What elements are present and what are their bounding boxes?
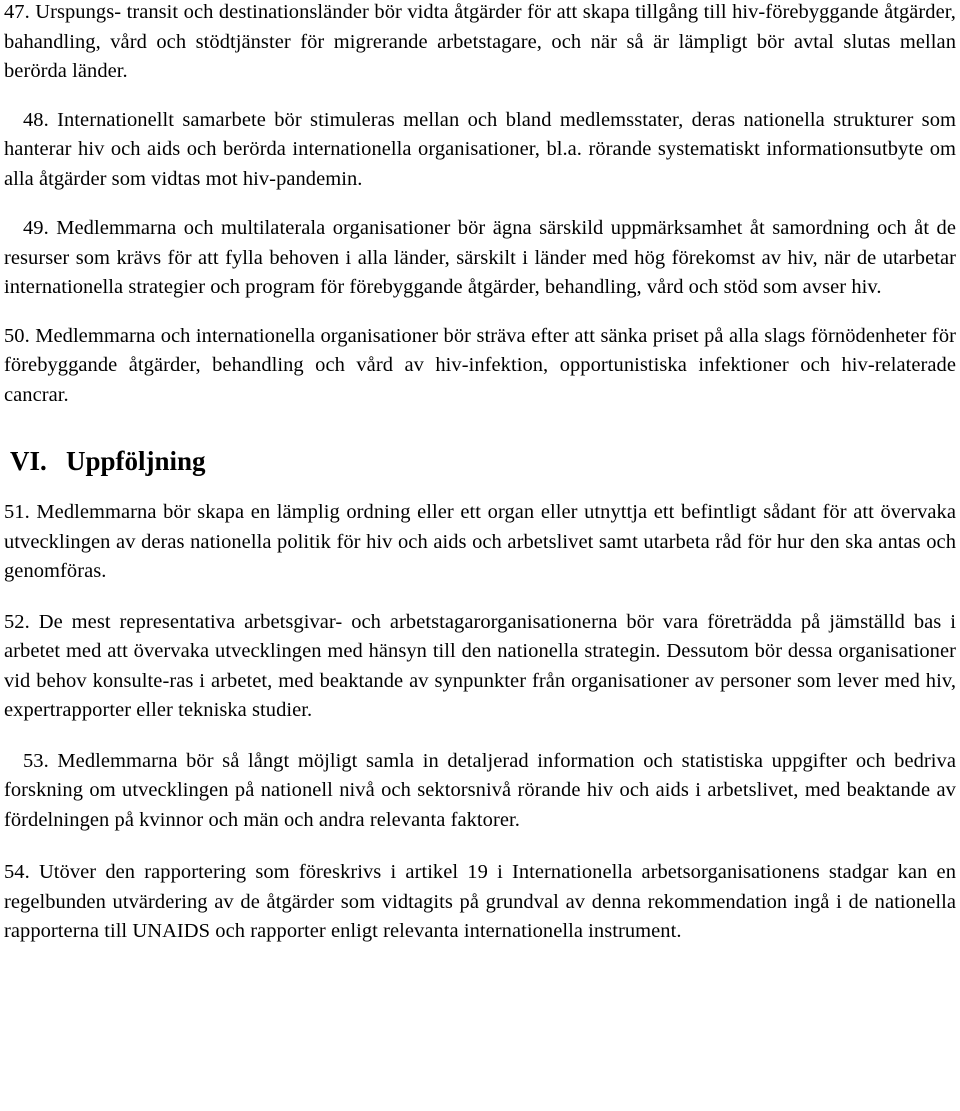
- paragraph-52: 52. De mest representativa arbetsgivar- och arbetstagarorganisationerna bör vara företrädda på jämställd bas i arbetet med att övervaka utvecklingen med hänsyn till den nationella strategin. Dessutom bör dessa organisationer vid behov konsulte-ras i arbetet, med beaktande av synpunkter från organisationer av personer som lever med hiv, expertrapporter eller tekniska studier.: [4, 610, 956, 721]
- section-number: VI.: [10, 446, 47, 476]
- paragraph-53: 53. Medlemmarna bör så långt möjligt samla in detaljerad information och statistiska uppgifter och bedriva forskning om utvecklingen på nationell nivå och sektorsnivå rörande hiv och aids i arbetslivet, med beaktande av fördelningen på kvinnor och män och andra relevanta faktorer.: [4, 749, 956, 831]
- document-page: [4, 0, 956, 947]
- paragraph-54: 54. Utöver den rapportering som föreskrivs i artikel 19 i Internationella arbetsorganisationens stadgar kan en regelbunden utvärdering av de åtgärder som vidtagits på grundval av denna rekommendation ingå i de nationella rapporterna till UNAIDS och rapporter enligt relevanta internationella instrument.: [4, 861, 956, 942]
- paragraph-47: 47. Urspungs- transit och destinationsländer bör vidta åtgärder för att skapa tillgång till hiv-förebyggande åtgärder, bahandling, vård och stödtjänster för migrerande arbetstagare, och när så är lämpligt bör avtal slutas mellan berörda länder.: [4, 1, 956, 82]
- section-heading: [4, 444, 956, 478]
- paragraph-50: 50. Medlemmarna och internationella organisationer bör sträva efter att sänka priset på alla slags förnödenheter för förebyggande åtgärder, behandling och vård av hiv-infektion, opportunistiska infektioner och hiv-relaterade cancrar.: [4, 324, 956, 406]
- paragraph-49: 49. Medlemmarna och multilaterala organisationer bör ägna särskild uppmärksamhet åt samordning och åt de resurser som krävs för att fylla behoven i alla länder, särskilt i länder med hög förekomst av hiv, när de utarbetar internationella strategier och program för förebyggande åtgärder, behandling, vård och stöd som avser hiv.: [4, 217, 956, 298]
- paragraph-51: 51. Medlemmarna bör skapa en lämplig ordning eller ett organ eller utnyttja ett befintligt sådant för att övervaka utvecklingen av deras nationella politik för hiv och aids och arbetslivet samt utarbeta råd för hur den ska antas och genomföras.: [4, 501, 956, 582]
- section-title: Uppföljning: [66, 446, 206, 476]
- paragraph-48: 48. Internationellt samarbete bör stimuleras mellan och bland medlemsstater, deras nationella strukturer som hanterar hiv och aids och berörda internationella organisationer, bl.a. rörande systematiskt informationsutbyte om alla åtgärder som vidtas mot hiv-pandemin.: [4, 108, 956, 190]
